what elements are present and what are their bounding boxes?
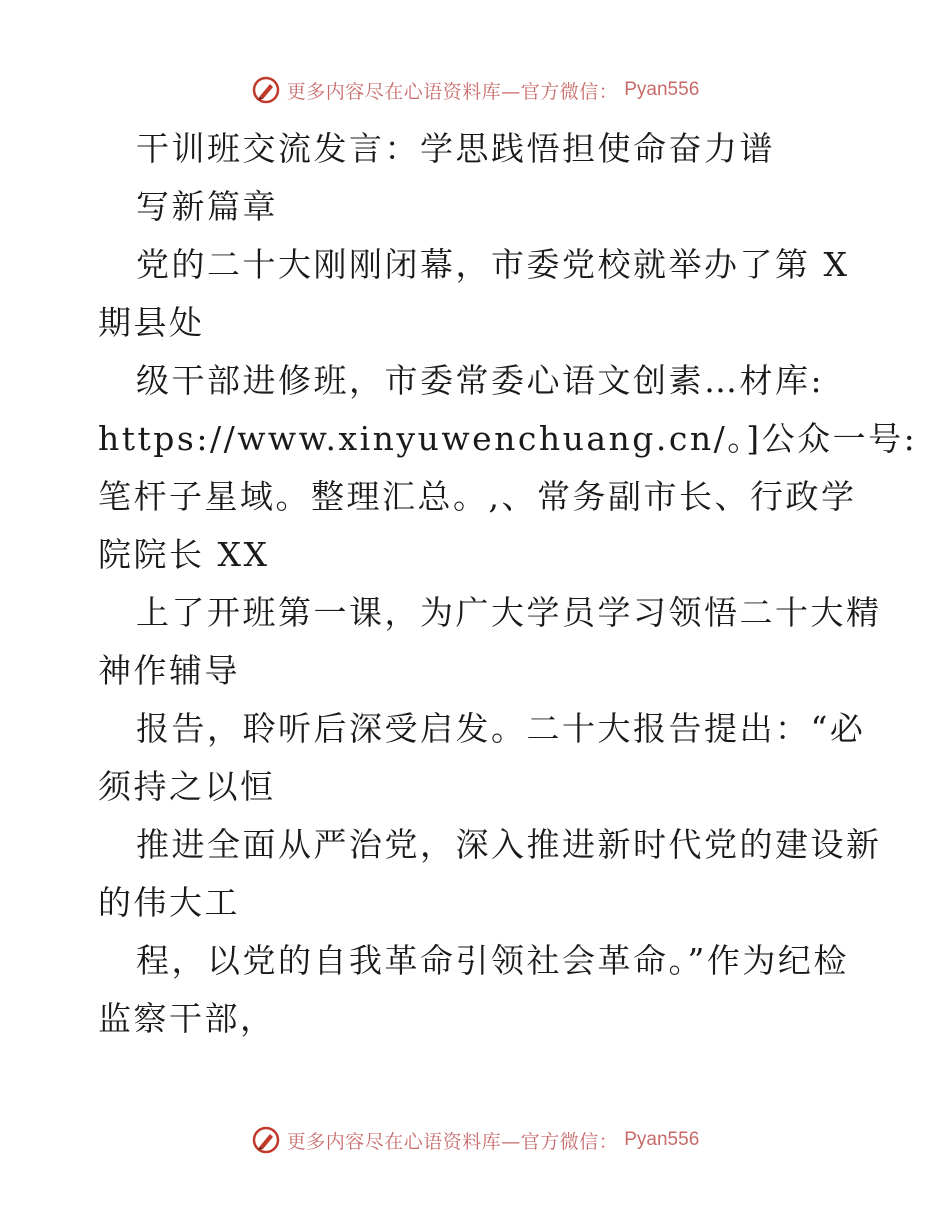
pen-circle-icon <box>251 75 281 105</box>
doc-line: 报告，聆听后深受启发。二十大报告提出：“必 <box>136 709 866 748</box>
doc-line: 监察干部， <box>98 999 276 1038</box>
doc-line: 须持之以恒 <box>98 767 276 806</box>
doc-line: 笔杆子星域。整理汇总。,、常务副市长、行政学 <box>98 477 857 516</box>
footer-watermark <box>0 1120 950 1160</box>
watermark-text: 更多内容尽在心语资料库—官方微信： <box>286 1130 619 1153</box>
pen-circle-icon <box>251 1125 281 1155</box>
doc-line: 干训班交流发言：学思践悟担使命奋力谱 <box>136 129 775 168</box>
doc-line: 程，以党的自我革命引领社会革命。”作为纪检 <box>136 941 849 980</box>
doc-line: 级干部进修班，市委常委心语文创素…材库: <box>136 361 825 400</box>
doc-line: 院院长 XX <box>98 535 270 574</box>
doc-line: 神作辅导 <box>98 651 240 690</box>
doc-line: 推进全面从严治党，深入推进新时代党的建设新 <box>136 825 882 864</box>
watermark-id: Pyan556 <box>624 79 700 100</box>
doc-line: 党的二十大刚刚闭幕，市委党校就举办了第 X <box>136 245 850 284</box>
header-watermark <box>0 70 950 110</box>
doc-line: 写新篇章 <box>136 187 278 226</box>
doc-line: 上了开班第一课，为广大学员学习领悟二十大精 <box>136 593 882 632</box>
doc-line: https://www.xinyuwenchuang.cn/。]公众一号: <box>98 419 918 458</box>
doc-line: 的伟大工 <box>98 883 240 922</box>
doc-line: 期县处 <box>98 303 205 342</box>
watermark-text: 更多内容尽在心语资料库—官方微信： <box>286 80 619 103</box>
watermark-id: Pyan556 <box>624 1129 700 1150</box>
